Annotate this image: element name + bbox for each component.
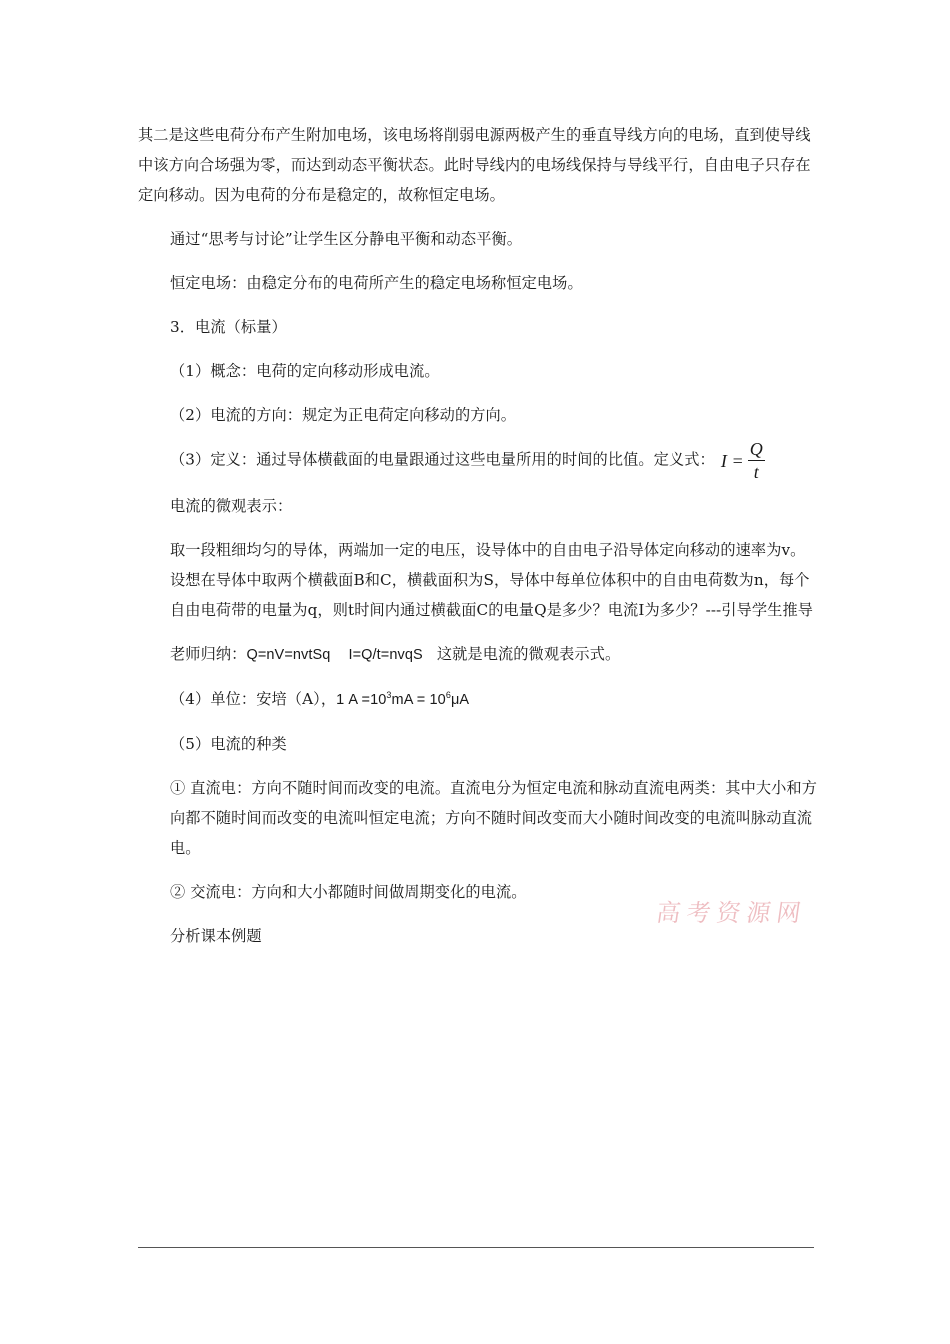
formula-numerator: Q <box>749 439 763 459</box>
unit-part-b: mA = 10 <box>391 692 446 708</box>
watermark-logo: 高考资源网 <box>654 899 809 927</box>
paragraph-concept: （1）概念：电荷的定向移动形成电流。 <box>170 362 440 380</box>
paragraph-alternating-current: ② 交流电：方向和大小都随时间做周期变化的电流。 <box>170 883 527 901</box>
paragraph-current-types: （5）电流的种类 <box>170 735 287 753</box>
paragraph-constant-field-definition: 恒定电场：由稳定分布的电荷所产生的稳定电场称恒定电场。 <box>170 274 583 292</box>
summary-formula-q: Q=nV=nvtSq <box>246 647 331 663</box>
formula-lhs: I = <box>720 450 744 471</box>
unit-conversion <box>336 692 469 708</box>
paragraph-constant-field-explanation: 其二是这些电荷分布产生附加电场，该电场将削弱电源两极产生的垂直导线方向的电场，直到使导线中该方向合场强为零，而达到动态平衡状态。此时导线内的电场线保持与导线平行，自由电子只存在定向移动。因为电荷的分布是稳定的，故称恒定电场。 <box>138 126 811 204</box>
footer-rule <box>138 1247 814 1248</box>
paragraph-direct-current: ① 直流电：方向不随时间而改变的电流。直流电分为恒定电流和脉动直流电两类：其中大小和方向都不随时间而改变的电流叫恒定电流；方向不随时间改变而大小随时间改变的电流叫脉动直流电。 <box>170 779 818 857</box>
unit-part-c: μA <box>450 692 470 708</box>
paragraph-teacher-summary <box>138 639 818 670</box>
formula-fraction <box>748 438 765 483</box>
unit-label: （4）单位：安培（A）， <box>170 690 337 708</box>
summary-tail: 这就是电流的微观表示式。 <box>436 645 621 663</box>
paragraph-definition <box>138 438 818 483</box>
unit-exp-6: 6 <box>445 690 451 700</box>
paragraph-direction: （2）电流的方向：规定为正电荷定向移动的方向。 <box>170 406 517 424</box>
paragraph-micro-heading: 电流的微观表示： <box>170 497 293 515</box>
unit-part-a: 1 A =10 <box>336 692 387 708</box>
current-formula <box>721 438 765 483</box>
formula-denominator: t <box>753 462 759 482</box>
paragraph-micro-derivation: 取一段粗细均匀的导体，两端加一定的电压，设导体中的自由电子沿导体定向移动的速率为v。设想在导体中取两个横截面B和C，横截面积为S，导体中每单位体积中的自由电荷数为n，每个自由电荷带的电量为q，则t时间内通过横截面C的电量Q是多少？电流I为多少？---引导学生推导 <box>170 541 814 619</box>
paragraph-textbook-example: 分析课本例题 <box>170 927 262 945</box>
definition-text: （3）定义：通过导体横截面的电量跟通过这些电量所用的时间的比值。定义式： <box>170 450 715 469</box>
paragraph-unit <box>138 684 818 715</box>
heading-current: 3．电流（标量） <box>170 318 287 336</box>
summary-label: 老师归纳： <box>170 645 247 663</box>
document-body <box>138 120 818 951</box>
unit-exp-3: 3 <box>386 690 392 700</box>
paragraph-think-discuss: 通过“思考与讨论”让学生区分静电平衡和动态平衡。 <box>170 230 523 248</box>
summary-formula-i: I=Q/t=nvqS <box>348 647 423 663</box>
